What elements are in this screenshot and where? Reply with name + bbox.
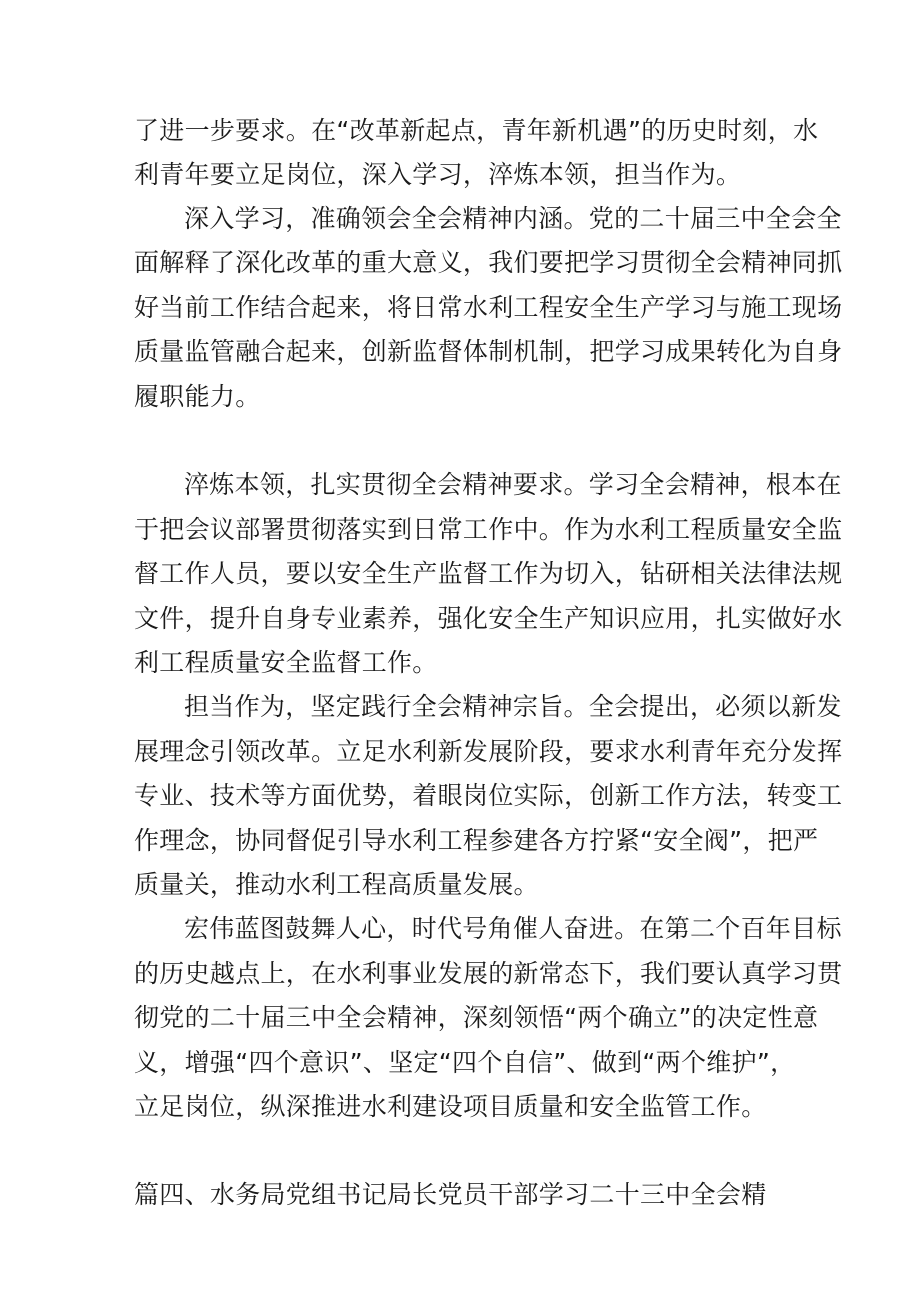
paragraph-first-line: 宏伟蓝图鼓舞人心，时代号角催人奋进。在第二个百年目标 (184, 914, 842, 943)
paragraph-line: 好当前工作结合起来，将日常水利工程安全生产学习与施工现场 (134, 293, 843, 322)
paragraph-line: 利青年要立足岗位，深入学习，淬炼本领，担当作为。 (134, 160, 742, 189)
paragraph-line: 立足岗位，纵深推进水利建设项目质量和安全监管工作。 (134, 1092, 767, 1121)
paragraph-line: 作理念，协同督促引导水利工程参建各方拧紧“安全阀”，把严 (134, 826, 819, 855)
paragraph-line: 质量关，推动水利工程高质量发展。 (134, 870, 539, 899)
paragraph-line: 义，增强“四个意识”、坚定“四个自信”、做到“两个维护”， (134, 1048, 796, 1077)
paragraph-line: 利工程质量安全监督工作。 (134, 648, 438, 677)
paragraph-line: 了进一步要求。在“改革新起点，青年新机遇”的历史时刻，水 (134, 116, 819, 145)
paragraph-line: 彻党的二十届三中全会精神，深刻领悟“两个确立”的决定性意 (134, 1003, 819, 1032)
paragraph-line: 文件，提升自身专业素养，强化安全生产知识应用，扎实做好水 (134, 604, 843, 633)
paragraph-line: 的历史越点上，在水利事业发展的新常态下，我们要认真学习贯 (134, 959, 843, 988)
paragraph-line: 专业、技术等方面优势，着眼岗位实际，创新工作方法，转变工 (134, 781, 843, 810)
paragraph-line: 履职能力。 (134, 382, 261, 411)
paragraph-line: 于把会议部署贯彻落实到日常工作中。作为水利工程质量安全监 (134, 515, 843, 544)
paragraph-first-line: 担当作为，坚定践行全会精神宗旨。全会提出，必须以新发 (184, 692, 842, 721)
section-heading: 篇四、水务局党组书记局长党员干部学习二十三中全会精 (134, 1180, 767, 1209)
paragraph-first-line: 淬炼本领，扎实贯彻全会精神要求。学习全会精神，根本在 (184, 470, 842, 499)
paragraph-line: 质量监管融合起来，创新监督体制机制，把学习成果转化为自身 (134, 337, 843, 366)
paragraph-line: 督工作人员，要以安全生产监督工作为切入，钻研相关法律法规 (134, 559, 843, 588)
paragraph-line: 展理念引领改革。立足水利新发展阶段，要求水利青年充分发挥 (134, 737, 843, 766)
paragraph-line: 面解释了深化改革的重大意义，我们要把学习贯彻全会精神同抓 (134, 248, 843, 277)
paragraph-first-line: 深入学习，准确领会全会精神内涵。党的二十届三中全会全 (184, 204, 842, 233)
